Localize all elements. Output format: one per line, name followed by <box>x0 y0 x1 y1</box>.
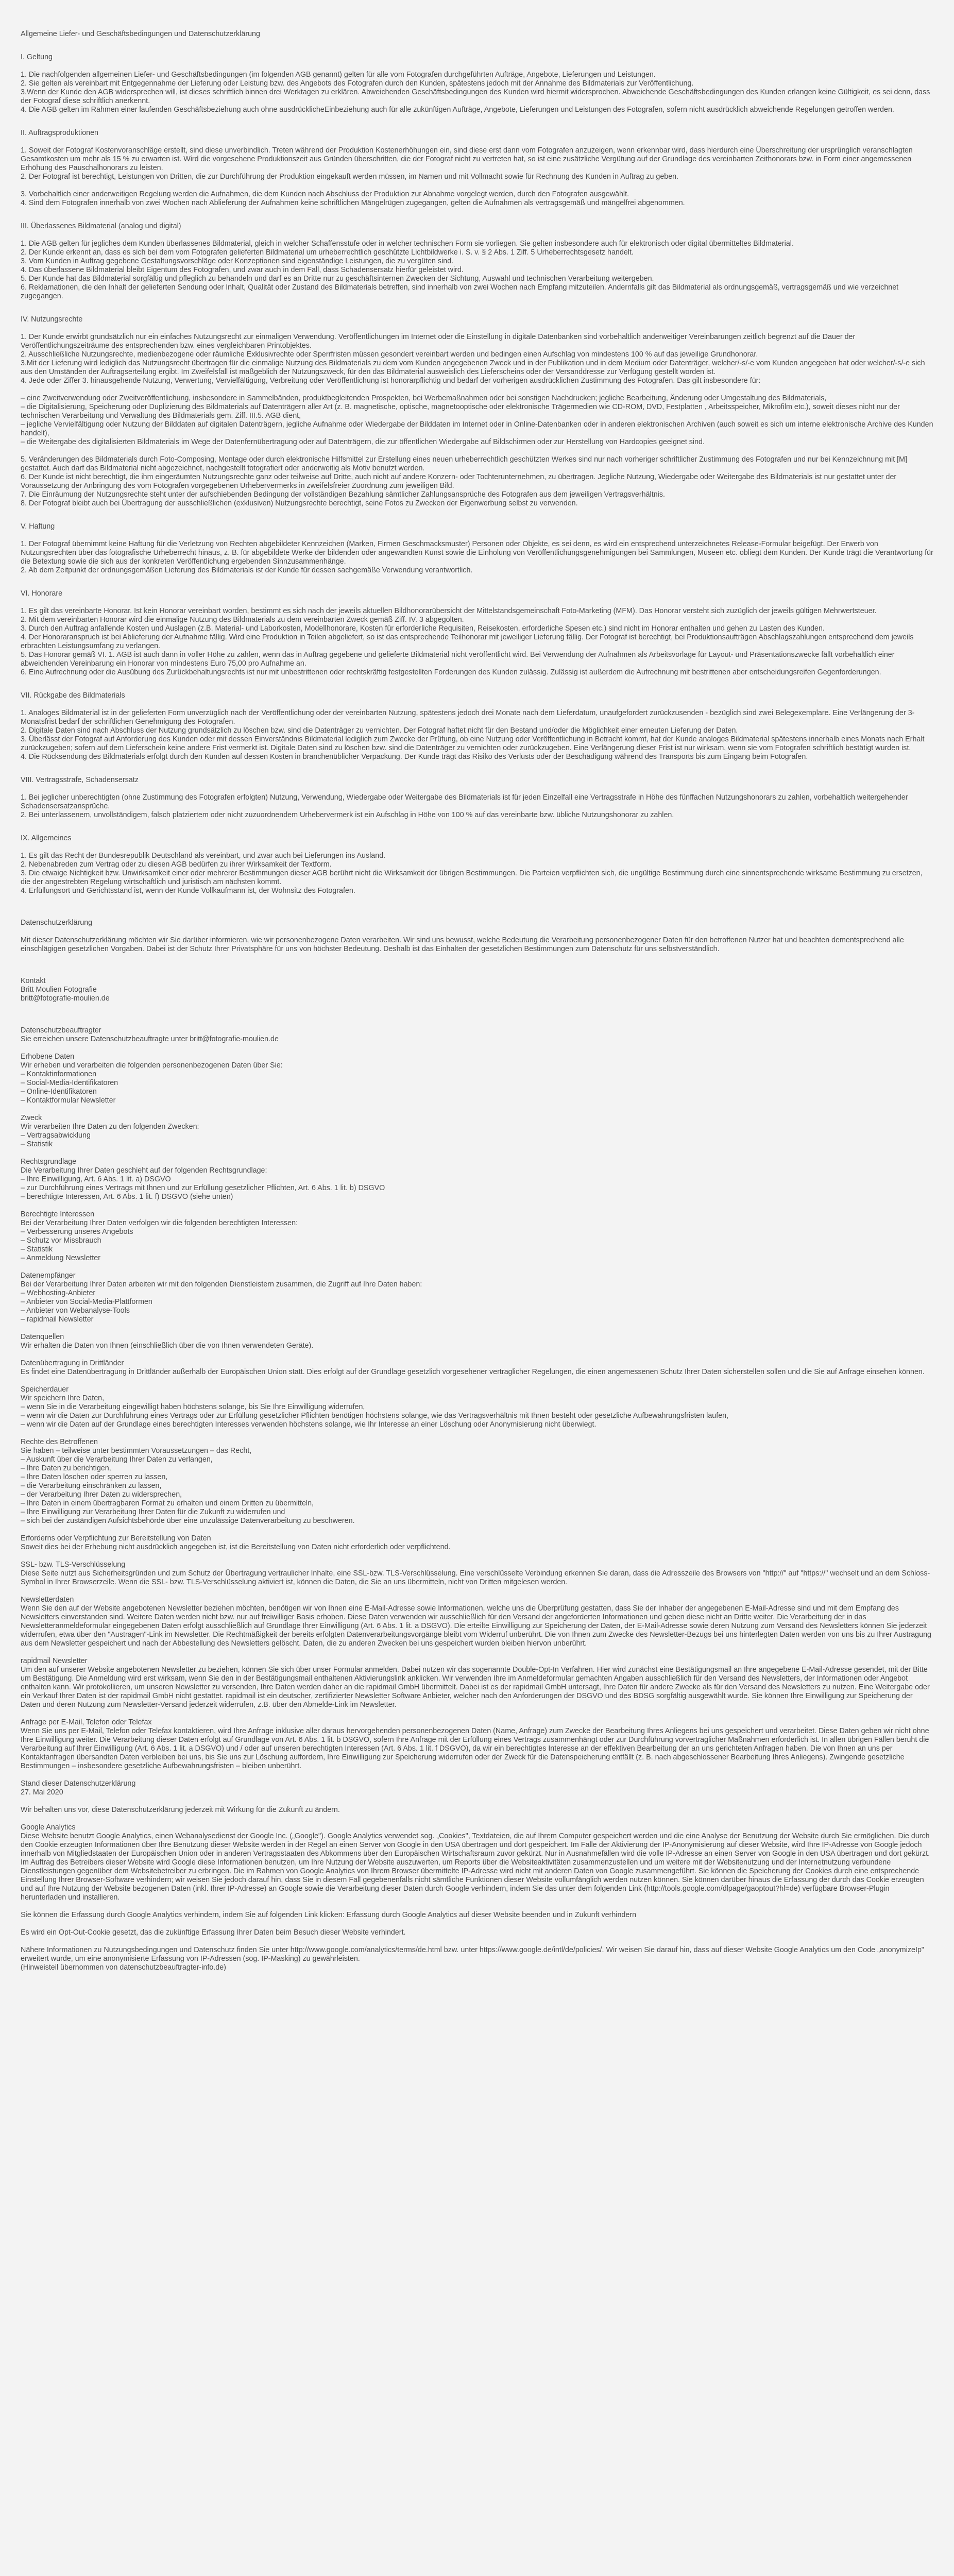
privacy-section: Nähere Informationen zu Nutzungsbedingungen und Datenschutz finden Sie unter http://www.google.com/analytics/terms/de.html bzw. unter https://www.google.de/intl/de/policies/. Wir weisen Sie darauf hin, dass auf dieser Website Google Analytics um den Code „anonymizeIp" erweitert wurde, um eine anonymisierte Erfassung von IP-Adressen (sog. IP-Masking) zu gewährleisten. (Hinweisteil übernommen von datenschutzbeauftragter-info.de) <box>21 1946 924 1972</box>
privacy-policy <box>21 919 933 1972</box>
privacy-section: Wir behalten uns vor, diese Datenschutzerklärung jederzeit mit Wirkung für die Zukunft zu ändern. <box>21 1806 340 1814</box>
section-heading: I. Geltung <box>21 53 53 61</box>
agb-section-3 <box>21 222 933 301</box>
agb-section-2 <box>21 129 933 208</box>
section-paragraph: 1. Der Fotograf übernimmt keine Haftung für die Verletzung von Rechten abgebildeter Kennzeichen (Marken, Firmen Geschmacksmuster) Personen oder Objekte, es sei denn, es wird ein entsprechend unterzeichnetes Release-Formular beigefügt. Der Erwerb von Nutzungsrechten über das fotografische Urheberrecht hinaus, z. B. für abgebildete Werke der bildenden oder angewandten Kunst sowie die Einholung von Veröffentlichungsgenehmigungen bei Sammlungen, Museen etc. obliegt dem Kunden. Der Kunde trägt die Verantwortung für die Betextung sowie die sich aus der konkreten Veröffentlichung ergebenden Sinnzusammenhänge. 2. Ab dem Zeitpunkt der ordnungsgemäßen Lieferung des Bildmaterials ist der Kunde für dessen sachgemäße Verwendung verantwortlich. <box>21 540 933 574</box>
privacy-section: Erforderns oder Verpflichtung zur Bereitstellung von Daten Soweit dies bei der Erhebung nicht ausdrücklich angegeben ist, ist die Bereitstellung von Daten nicht erforderlich oder verpflichtend. <box>21 1534 451 1551</box>
section-paragraph: 1. Es gilt das vereinbarte Honorar. Ist kein Honorar vereinbart worden, bestimmt es sich nach der jeweils aktuellen Bildhonorarübersicht der Mittelstandsgemeinschaft Foto-Marketing (MFM). Das Honorar versteht sich zuzüglich der jeweils gültigen Mehrwertsteuer. 2. Mit dem vereinbarten Honorar wird die einmalige Nutzung des Bildmaterials zu dem vereinbarten Zweck gemäß Ziff. IV. 3 abgegolten. 3. Durch den Auftrag anfallende Kosten und Auslagen (z.B. Material- und Laborkosten, Modellhonorare, Kosten für erforderliche Requisiten, Reisekosten, erforderliche Spesen etc.) sind nicht im Honorar enthalten und gehen zu Lasten des Kunden. 4. Der Honoraranspruch ist bei Ablieferung der Aufnahme fällig. Wird eine Produktion in Teilen abgeliefert, so ist das entsprechende Teilhonorar mit jeweiliger Lieferung fällig. Der Fotograf ist berechtigt, bei Produktionsaufträgen Abschlagszahlungen entsprechend dem jeweils erbrachten Leistungsumfang zu verlangen. 5. Das Honorar gemäß VI. 1. AGB ist auch dann in voller Höhe zu zahlen, wenn das in Auftrag gegebene und gelieferte Bildmaterial nicht veröffentlicht wird. Bei Verwendung der Aufnahmen als Arbeitsvorlage für Layout- und Präsentationszwecke fällt vorbehaltlich einer abweichenden Vereinbarung ein Honorar von mindestens Euro 75,00 pro Aufnahme an. 6. Eine Aufrechnung oder die Ausübung des Zurückbehaltungsrechts ist nur mit unbestrittenen oder rechtskräftig festgestellten Forderungen des Kunden zulässig. Zulässig ist außerdem die Aufrechnung mit bestrittenen aber entscheidungsreifen Gegenforderungen. <box>21 607 914 676</box>
section-paragraph: 5. Veränderungen des Bildmaterials durch Foto-Composing, Montage oder durch elektronische Hilfsmittel zur Erstellung eines neuen urheberrechtlich geschützten Werkes sind nur nach vorheriger schriftlicher Zustimmung des Fotografen und nur bei Kennzeichnung mit [M] gestattet. Auch darf das Bildmaterial nicht abgezeichnet, nachgestellt fotografiert oder anderweitig als Motiv benutzt werden. 6. Der Kunde ist nicht berechtigt, die ihm eingeräumten Nutzungsrechte ganz oder teilweise auf Dritte, auch nicht auf andere Konzern- oder Tochterunternehmen, zu übertragen. Jegliche Nutzung, Wiedergabe oder Weitergabe des Bildmaterials ist nur gestattet unter der Voraussetzung der Anbringung des vom Fotografen vorgegebenen Urhebervermerks in zweifelsfreier Zuordnung zum jeweiligen Bild. 7. Die Einräumung der Nutzungsrechte steht unter der aufschiebenden Bedingung der vollständigen Bezahlung sämtlicher Zahlungsansprüche des Fotografen aus dem jeweiligen Vertragsverhältnis. 8. Der Fotograf bleibt auch bei Übertragung der ausschließlichen (exklusiven) Nutzungsrechte berechtigt, seine Fotos zu Zwecken der Eigenwerbung selbst zu verwenden. <box>21 455 908 507</box>
agb-section-9 <box>21 834 933 895</box>
section-paragraph: 1. Der Kunde erwirbt grundsätzlich nur ein einfaches Nutzungsrecht zur einmaligen Verwendung. Veröffentlichungen im Internet oder die Einstellung in digitale Datenbanken sind vorbehaltlich anderweitiger Vereinbarungen zeitlich begrenzt auf die Dauer der Veröffentlichungszeiträume des entsprechenden bzw. eines vergleichbaren Printobjektes. 2. Ausschließliche Nutzungsrechte, medienbezogene oder räumliche Exklusivrechte oder Sperrfristen müssen gesondert vereinbart werden und bedingen einen Aufschlag von mindestens 100 % auf das jeweilige Grundhonorar. 3.Mit der Lieferung wird lediglich das Nutzungsrecht übertragen für die einmalige Nutzung des Bildmaterials zu dem vom Kunden angegebenen Zweck und in der Publikation und in dem Medium oder Datenträger, welcher/-s/-e vom Kunden angegeben hat oder welcher/-s/-e sich aus den Umständen der Auftragserteilung ergibt. Im Zweifelsfall ist maßgeblich der Nutzungszweck, für den das Bildmaterial ausweislich des Lieferscheins oder der Versanddresse zur Verfügung gestellt worden ist. 4. Jede oder Ziffer 3. hinausgehende Nutzung, Verwertung, Vervielfältigung, Verbreitung oder Veröffentlichung ist honorarpflichtig und bedarf der vorherigen ausdrücklichen Zustimmung des Fotografen. Das gilt insbesondere für: <box>21 333 925 385</box>
section-heading: VI. Honorare <box>21 589 63 598</box>
agb-section-6 <box>21 589 933 677</box>
agb-section-7 <box>21 691 933 761</box>
section-paragraph: 1. Die nachfolgenden allgemeinen Liefer- und Geschäftsbedingungen (im folgenden AGB genannt) gelten für alle vom Fotografen durchgeführten Aufträge, Angebote, Lieferungen und Leistungen. 2. Sie gelten als vereinbart mit Entgegennahme der Lieferung oder Leistung bzw. des Angebots des Fotografen durch den Kunden, spätestens jedoch mit der Annahme des Bildmaterials zur Veröffentlichung. 3.Wenn der Kunde den AGB widersprechen will, ist dieses schriftlich binnen drei Werktagen zu erklären. Abweichenden Geschäftsbedingungen des Kunden wird hiermit widersprochen. Abweichende Geschäftsbedingungen des Kunden erlangen keine Gültigkeit, es sei denn, dass der Fotograf diese schriftlich anerkennt. 4. Die AGB gelten im Rahmen einer laufenden Geschäftsbeziehung auch ohne ausdrücklicheEinbeziehung auch für alle zukünftigen Aufträge, Angebote, Lieferungen und Leistungen des Fotografen, sofern nicht ausdrücklich abweichende Regelungen getroffen werden. <box>21 71 930 114</box>
section-paragraph: 1. Analoges Bildmaterial ist in der gelieferten Form unverzüglich nach der Veröffentlichung oder der vereinbarten Nutzung, spätestens jedoch drei Monate nach dem Lieferdatum, unaufgefordert zurückzusenden - bezüglich sind zwei Belegexemplare. Eine Verlängerung der 3-Monatsfrist bedarf der schriftlichen Genehmigung des Fotografen. 2. Digitale Daten sind nach Abschluss der Nutzung grundsätzlich zu löschen bzw. sind die Datenträger zu vernichten. Der Fotograf haftet nicht für den Bestand und/oder die Möglichkeit einer erneuten Lieferung der Daten. 3. Überlässt der Fotograf auf Anforderung des Kunden oder mit dessen Einverständnis Bildmaterial lediglich zum Zwecke der Prüfung, ob eine Nutzung oder Veröffentlichung in Betracht kommt, hat der Kunde analoges Bildmaterial spätestens innerhalb eines Monats nach Erhalt zurückzugeben; sofern auf dem Lieferschein keine andere Frist vermerkt ist. Digitale Daten sind zu löschen bzw. sind die Datenträger zu vernichten oder zurückzugeben. Eine Verlängerung dieser Frist ist nur wirksam, wenn sie vom Fotografen schriftlich bestätigt wurden ist. 4. Die Rücksendung des Bildmaterials erfolgt durch den Kunden auf dessen Kosten in branchenüblicher Verpackung. Der Kunde trägt das Risiko des Verlusts oder der Beschädigung während des Transports bis zum Eingang beim Fotografen. <box>21 709 925 761</box>
section-heading: IX. Allgemeines <box>21 834 72 842</box>
privacy-section: Rechtsgrundlage Die Verarbeitung Ihrer Daten geschieht auf der folgenden Rechtsgrundlage: – Ihre Einwilligung, Art. 6 Abs. 1 lit. a) DSGVO – zur Durchführung eines Vertrags mit Ihnen und zur Erfüllung gesetzlicher Pflichten, Art. 6 Abs. 1 lit. b) DSGVO – berechtigte Interessen, Art. 6 Abs. 1 lit. f) DSGVO (siehe unten) <box>21 1158 385 1201</box>
privacy-section: Google Analytics Diese Website benutzt Google Analytics, einen Webanalysedienst der Google Inc. („Google"). Google Analytics verwendet sog. „Cookies", Textdateien, die auf Ihrem Computer gespeichert werden und die eine Analyse der Benutzung der Website durch Sie ermöglichen. Die durch den Cookie erzeugten Informationen über Ihre Benutzung dieser Website werden in der Regel an einen Server von Google in den USA übertragen und dort gespeichert. Im Falle der Aktivierung der IP-Anonymisierung auf dieser Website, wird Ihre IP-Adresse von Google jedoch innerhalb von Mitgliedstaaten der Europäischen Union oder in anderen Vertragsstaaten des Abkommens über den Europäischen Wirtschaftsraum zuvor gekürzt. Nur in Ausnahmefällen wird die volle IP-Adresse an einen Server von Google in den USA übertragen und dort gekürzt. Im Auftrag des Betreibers dieser Website wird Google diese Informationen benutzen, um Ihre Nutzung der Website auszuwerten, um Reports über die Websiteaktivitäten zusammenzustellen und um weitere mit der Websitenutzung und der Internetnutzung verbundene Dienstleistungen gegenüber dem Websitebetreiber zu erbringen. Die im Rahmen von Google Analytics von Ihrem Browser übermittelte IP-Adresse wird nicht mit anderen Daten von Google zusammengeführt. Sie können die Speicherung der Cookies durch eine entsprechende Einstellung Ihrer Browser-Software verhindern; wir weisen Sie jedoch darauf hin, dass Sie in diesem Fall gegebenenfalls nicht sämtliche Funktionen dieser Website vollumfänglich werden nutzen können. Sie können darüber hinaus die Erfassung der durch das Cookie erzeugten und auf Ihre Nutzung der Website bezogenen Daten (inkl. Ihrer IP-Adresse) an Google sowie die Verarbeitung dieser Daten durch Google verhindern, indem Sie das unter dem folgenden Link (http://tools.google.com/dlpage/gaoptout?hl=de) verfügbare Browser-Plugin herunterladen und installieren. <box>21 1823 930 1902</box>
section-heading: V. Haftung <box>21 522 55 531</box>
privacy-section: Datenübertragung in Drittländer Es findet eine Datenübertragung in Drittländer außerhalb der Europäischen Union statt. Dies erfolgt auf der Grundlage gesetzlich vorgesehener vertraglicher Regelungen, die einen angemessenen Schutz Ihrer Daten sicherstellen sollen und die Sie auf Anfrage einsehen können. <box>21 1359 925 1376</box>
privacy-section: rapidmail Newsletter Um den auf unserer Website angebotenen Newsletter zu beziehen, können Sie sich über unser Formular anmelden. Dabei nutzen wir das sogenannte Double-Opt-In Verfahren. Hier wird zunächst eine Bestätigungsmail an Ihre angegebene E-Mail-Adresse gesendet, mit der Bitte um Bestätigung. Die Anmeldung wird erst wirksam, wenn Sie den in der Bestätigungsmail enthaltenen Aktivierungslink anklicken. Wir verwenden Ihre im Anmeldeformular gemachten Angaben ausschließlich für den Versand des Newsletters, der Informationen oder Angebot enthalten kann. Wir protokollieren, um unseren Newsletter zu versenden, Ihre Daten werden daher an die rapidmail GmbH übermittelt. Dabei ist es der rapidmail GmbH untersagt, Ihre Daten für andere Zwecke als für den Versand des Newsletters zu nutzen. Eine Weitergabe oder ein Verkauf Ihrer Daten ist der rapidmail GmbH nicht gestattet. rapidmail ist ein deutscher, zertifizierter Newsletter Software Anbieter, welcher nach den Anforderungen der DSGVO und des BDSG sorgfältig ausgewählt wurde. Sie können Ihre Einwilligung zur Speicherung der Daten und deren Nutzung zum Newsletter-Versand jederzeit widerrufen, z.B. über den Abmelde-Link im Newsletter. <box>21 1657 930 1709</box>
section-paragraph: – eine Zweitverwendung oder Zweitveröffentlichung, insbesondere in Sammelbänden, produktbegleitenden Prospekten, bei Werbemaßnahmen oder bei sonstigen Nachdrucken; jegliche Bearbeitung, Änderung oder Umgestaltung des Bildmaterials, – die Digitalisierung, Speicherung oder Duplizierung des Bildmaterials auf Datenträgern aller Art (z. B. magnetische, optische, magnetooptische oder elektronische Trägermedien wie CD-ROM, DVD, Festplatten , Arbeitsspeicher, Mikrofilm etc.), soweit dieses nicht nur der technischen Verarbeitung und Verwaltung des Bildmaterials gem. Ziff. III.5. AGB dient, – jegliche Vervielfältigung oder Nutzung der Bilddaten auf digitalen Datenträgern, jegliche Aufnahme oder Wiedergabe der Bilddaten im Internet oder in Online-Datenbanken oder in anderen elektronischen Archiven (auch soweit es sich um interne elektronische Archive des Kunden handelt), – die Weitergabe des digitalisierten Bildmaterials im Wege der Datenfernübertragung oder auf Datenträgern, die zur öffentlichen Wiedergabe auf Bildschirmen oder zur Herstellung von Hardcopies geeignet sind. <box>21 394 933 446</box>
privacy-section: SSL- bzw. TLS-Verschlüsselung Diese Seite nutzt aus Sicherheitsgründen und zum Schutz der Übertragung vertraulicher Inhalte, eine SSL-bzw. TLS-Verschlüsselung. Eine verschlüsselte Verbindung erkennen Sie daran, dass die Adresszeile des Browsers von "http://" auf "https://" wechselt und an dem Schloss-Symbol in Ihrer Browserzeile. Wenn die SSL- bzw. TLS-Verschlüsselung aktiviert ist, können die Daten, die Sie an uns übermitteln, nicht von Dritten mitgelesen werden. <box>21 1561 930 1586</box>
privacy-section: Speicherdauer Wir speichern Ihre Daten, – wenn Sie in die Verarbeitung eingewilligt haben höchstens solange, bis Sie Ihre Einwilligung widerrufen, – wenn wir die Daten zur Durchführung eines Vertrags oder zur Erfüllung gesetzlicher Pflichten benötigen höchstens solange, wie das Vertragsverhältnis mit Ihnen besteht oder gesetzliche Aufbewahrungsfristen laufen, – wenn wir die Daten auf der Grundlage eines berechtigten Interesses verwenden höchstens solange, wie Ihr Interesse an einer Löschung oder Anonymisierung nicht überwiegt. <box>21 1385 729 1429</box>
privacy-section: Rechte des Betroffenen Sie haben – teilweise unter bestimmten Voraussetzungen – das Recht, – Auskunft über die Verarbeitung Ihrer Daten zu verlangen, – Ihre Daten zu berichtigen, – Ihre Daten löschen oder sperren zu lassen, – die Verarbeitung einschränken zu lassen, – der Verarbeitung Ihrer Daten zu widersprechen, – Ihre Daten in einem übertragbaren Format zu erhalten und einem Dritten zu übermitteln, – Ihre Einwilligung zur Verarbeitung Ihrer Daten für die Zukunft zu widerrufen und – sich bei der zuständigen Aufsichtsbehörde über eine unzulässige Datenverarbeitung zu beschweren. <box>21 1438 355 1525</box>
section-heading: IV. Nutzungsrechte <box>21 315 83 324</box>
privacy-section: Es wird ein Opt-Out-Cookie gesetzt, das die zukünftige Erfassung Ihrer Daten beim Besuch dieser Website verhindert. <box>21 1928 406 1937</box>
privacy-intro: Mit dieser Datenschutzerklärung möchten wir Sie darüber informieren, wie wir personenbezogene Daten verarbeiten. Wir sind uns bewusst, welche Bedeutung die Verarbeitung personenbezogener Daten für den betroffenen Nutzer hat und beachten dementsprechend alle einschlägigen gesetzlichen Vorgaben. Dabei ist der Schutz Ihrer Privatsphäre für uns von höchster Bedeutung. Deshalb ist das Einhalten der gesetzlichen Bestimmungen zum Datenschutz für uns selbstverständlich. <box>21 936 904 953</box>
section-paragraph: 3. Vorbehaltlich einer anderweitigen Regelung werden die Aufnahmen, die dem Kunden nach Abschluss der Produktion zur Abnahme vorgelegt werden, durch den Fotografen ausgewählt. 4. Sind dem Fotografen innerhalb von zwei Wochen nach Ablieferung der Aufnahmen keine schriftlichen Mängelrügen zugegangen, gelten die Aufnahmen als vertragsgemäß und mängelfrei abgenommen. <box>21 190 685 207</box>
section-heading: VII. Rückgabe des Bildmaterials <box>21 691 125 700</box>
privacy-section: Datenempfänger Bei der Verarbeitung Ihrer Daten arbeiten wir mit den folgenden Dienstleistern zusammen, die Zugriff auf Ihre Daten haben: – Webhosting-Anbieter – Anbieter von Social-Media-Plattformen – Anbieter von Webanalyse-Tools – rapidmail Newsletter <box>21 1272 422 1324</box>
privacy-heading: Datenschutzerklärung <box>21 919 93 927</box>
privacy-section: Datenschutzbeauftragter Sie erreichen unsere Datenschutzbeauftragte unter britt@fotografie-moulien.de <box>21 1026 279 1043</box>
privacy-section: Zweck Wir verarbeiten Ihre Daten zu den folgenden Zwecken: – Vertragsabwicklung – Statistik <box>21 1114 199 1148</box>
section-paragraph: 1. Es gilt das Recht der Bundesrepublik Deutschland als vereinbart, und zwar auch bei Lieferungen ins Ausland. 2. Nebenabreden zum Vertrag oder zu diesen AGB bedürfen zu ihrer Wirksamkeit der Textform. 3. Die etwaige Nichtigkeit bzw. Unwirksamkeit einer oder mehrerer Bestimmungen dieser AGB berührt nicht die Wirksamkeit der übrigen Bestimmungen. Die Parteien verpflichten sich, die ungültige Bestimmung durch eine sinnentsprechende wirksame Bestimmung zu ersetzen, die der angestrebten Regelung wirtschaftlich und juristisch am nächsten kommt. 4. Erfüllungsort und Gerichtsstand ist, wenn der Kunde Vollkaufmann ist, der Wohnsitz des Fotografen. <box>21 852 923 895</box>
agb-section-1 <box>21 53 933 114</box>
privacy-section: Erhobene Daten Wir erheben und verarbeiten die folgenden personenbezogenen Daten über Sie: – Kontaktinformationen – Social-Media-Identifikatoren – Online-Identifikatoren – Kontaktformular Newsletter <box>21 1053 283 1105</box>
privacy-section: Datenquellen Wir erhalten die Daten von Ihnen (einschließlich über die von Ihnen verwendeten Geräte). <box>21 1333 314 1350</box>
agb-section-5 <box>21 522 933 575</box>
section-heading: III. Überlassenes Bildmaterial (analog und digital) <box>21 222 181 230</box>
section-paragraph: 1. Die AGB gelten für jegliches dem Kunden überlassenes Bildmaterial, gleich in welcher Schaffensstufe oder in welcher technischen Form sie vorliegen. Sie gelten insbesondere auch für elektronisch oder digital übermitteltes Bildmaterial. 2. Der Kunde erkennt an, dass es sich bei dem vom Fotografen gelieferten Bildmaterial um urheberrechtlich geschützte Lichtbildwerke i. S. v. § 2 Abs. 1 Ziff. 5 Urheberrechtsgesetz handelt. 3. Vom Kunden in Auftrag gegebene Gestaltungsvorschläge oder Konzeptionen sind eigenständige Leistungen, die zu vergüten sind. 4. Das überlassene Bildmaterial bleibt Eigentum des Fotografen, und zwar auch in dem Fall, dass Schadensersatz hierfür geleistet wird. 5. Der Kunde hat das Bildmaterial sorgfältig und pfleglich zu behandeln und darf es an Dritte nur zu geschäftsinternen Zwecken der Sichtung, Auswahl und technischen Verarbeitung weitergeben. 6. Reklamationen, die den Inhalt der gelieferten Sendung oder Inhalt, Qualität oder Zustand des Bildmaterials betreffen, sind innerhalb von zwei Wochen nach Empfang mitzuteilen. Andernfalls gilt das Bildmaterial als ordnungsgemäß, vertragsgemäß und wie verzeichnet zugegangen. <box>21 240 899 300</box>
section-heading: VIII. Vertragsstrafe, Schadensersatz <box>21 776 139 784</box>
page-title: Allgemeine Liefer- und Geschäftsbedingungen und Datenschutzerklärung <box>21 30 260 38</box>
section-paragraph: 1. Bei jeglicher unberechtigten (ohne Zustimmung des Fotografen erfolgten) Nutzung, Verwendung, Wiedergabe oder Weitergabe des Bildmaterials ist für jeden Einzelfall eine Vertragsstrafe in Höhe des fünffachen Nutzungshonorars zu zahlen, vorbehaltlich weitergehender Schadensersatzansprüche. 2. Bei unterlassenem, unvollständigem, falsch platziertem oder nicht zuzuordnendem Urhebervermerk ist ein Aufschlag in Höhe von 100 % auf das vereinbarte bzw. übliche Nutzungshonorar zu zahlen. <box>21 793 908 819</box>
privacy-section: Stand dieser Datenschutzerklärung 27. Mai 2020 <box>21 1780 136 1797</box>
agb-section-8 <box>21 776 933 820</box>
privacy-section: Newsletterdaten Wenn Sie den auf der Website angebotenen Newsletter beziehen möchten, benötigen wir von Ihnen eine E-Mail-Adresse sowie Informationen, welche uns die Überprüfung gestatten, dass Sie der Inhaber der angegebenen E-Mail-Adresse sind und mit dem Empfang des Newsletters einverstanden sind. Weitere Daten werden nicht bzw. nur auf freiwilliger Basis erhoben. Diese Daten verwenden wir ausschließlich für den Versand der angeforderten Informationen und geben diese nicht an Dritte weiter. Die Verarbeitung der in das Newsletteranmeldeformular eingegebenen Daten erfolgt ausschließlich auf Grundlage Ihrer Einwilligung (Art. 6 Abs. 1 lit. a DSGVO). Die erteilte Einwilligung zur Speicherung der Daten, der E-Mail-Adresse sowie deren Nutzung zum Versand des Newsletters können Sie jederzeit widerrufen, etwa über den "Austragen"-Link im Newsletter. Die Rechtmäßigkeit der bereits erfolgten Datenverarbeitungsvorgänge bleibt vom Widerruf unberührt. Die von Ihnen zum Zwecke des Newsletter-Bezugs bei uns hinterlegten Daten werden von uns bis zu Ihrer Austragung aus dem Newsletter gespeichert und nach der Abbestellung des Newsletters gelöscht. Daten, die zu anderen Zwecken bei uns gespeichert wurden bleiben hiervon unberührt. <box>21 1596 931 1648</box>
agb-section-4 <box>21 315 933 508</box>
section-paragraph: 1. Soweit der Fotograf Kostenvoranschläge erstellt, sind diese unverbindlich. Treten während der Produktion Kostenerhöhungen ein, sind diese erst dann vom Fotografen anzuzeigen, wenn erkennbar wird, dass hierdurch eine Überschreitung der ursprünglich veranschlagten Gesamtkosten um mehr als 15 % zu erwarten ist. Wird die vorgesehene Produktionszeit aus Gründen überschritten, die der Fotograf nicht zu vertreten hat, so ist eine zusätzliche Vergütung auf der Grundlage des vereinbarten Zeithonorars bzw. in Form einer angemessenen Erhöhung des Pauschalhonorars zu leisten. 2. Der Fotograf ist berechtigt, Leistungen von Dritten, die zur Durchführung der Produktion eingekauft werden müssen, im Namen und mit Vollmacht sowie für Rechnung des Kunden in Auftrag zu geben. <box>21 146 913 181</box>
section-heading: II. Auftragsproduktionen <box>21 129 99 137</box>
contact-block: Kontakt Britt Moulien Fotografie britt@fotografie-moulien.de <box>21 977 110 1003</box>
opt-out-link[interactable]: Sie können die Erfassung durch Google Analytics verhindern, indem Sie auf folgenden Link klicken: Erfassung durch Google Analytics auf dieser Website beenden und in Zukunft verhindern <box>21 1911 637 1919</box>
privacy-section: Berechtigte Interessen Bei der Verarbeitung Ihrer Daten verfolgen wir die folgenden berechtigten Interessen: – Verbesserung unseres Angebots – Schutz vor Missbrauch – Statistik – Anmeldung Newsletter <box>21 1210 298 1262</box>
privacy-section: Anfrage per E-Mail, Telefon oder Telefax Wenn Sie uns per E-Mail, Telefon oder Telefax kontaktieren, wird Ihre Anfrage inklusive aller daraus hervorgehenden personenbezogenen Daten (Name, Anfrage) zum Zwecke der Bearbeitung Ihres Anliegens bei uns gespeichert und verarbeitet. Diese Daten geben wir nicht ohne Ihre Einwilligung weiter. Die Verarbeitung dieser Daten erfolgt auf Grundlage von Art. 6 Abs. 1 lit. b DSGVO, sofern Ihre Anfrage mit der Erfüllung eines Vertrags zusammenhängt oder zur Durchführung vorvertraglicher Maßnahmen erforderlich ist. In allen übrigen Fällen beruht die Verarbeitung auf Ihrer Einwilligung (Art. 6 Abs. 1 lit. a DSGVO) und / oder auf unseren berechtigten Interessen (Art. 6 Abs. 1 lit. f DSGVO), da wir ein berechtigtes Interesse an der effektiven Bearbeitung der an uns gerichteten Anfragen haben. Die von Ihnen an uns per Kontaktanfragen übersandten Daten verbleiben bei uns, bis Sie uns zur Löschung auffordern, Ihre Einwilligung zur Speicherung widerrufen oder der Zweck für die Datenspeicherung entfällt (z. B. nach abgeschlossener Bearbeitung Ihres Anliegens). Zwingende gesetzliche Bestimmungen – insbesondere gesetzliche Aufbewahrungsfristen – bleiben unberührt. <box>21 1718 929 1770</box>
